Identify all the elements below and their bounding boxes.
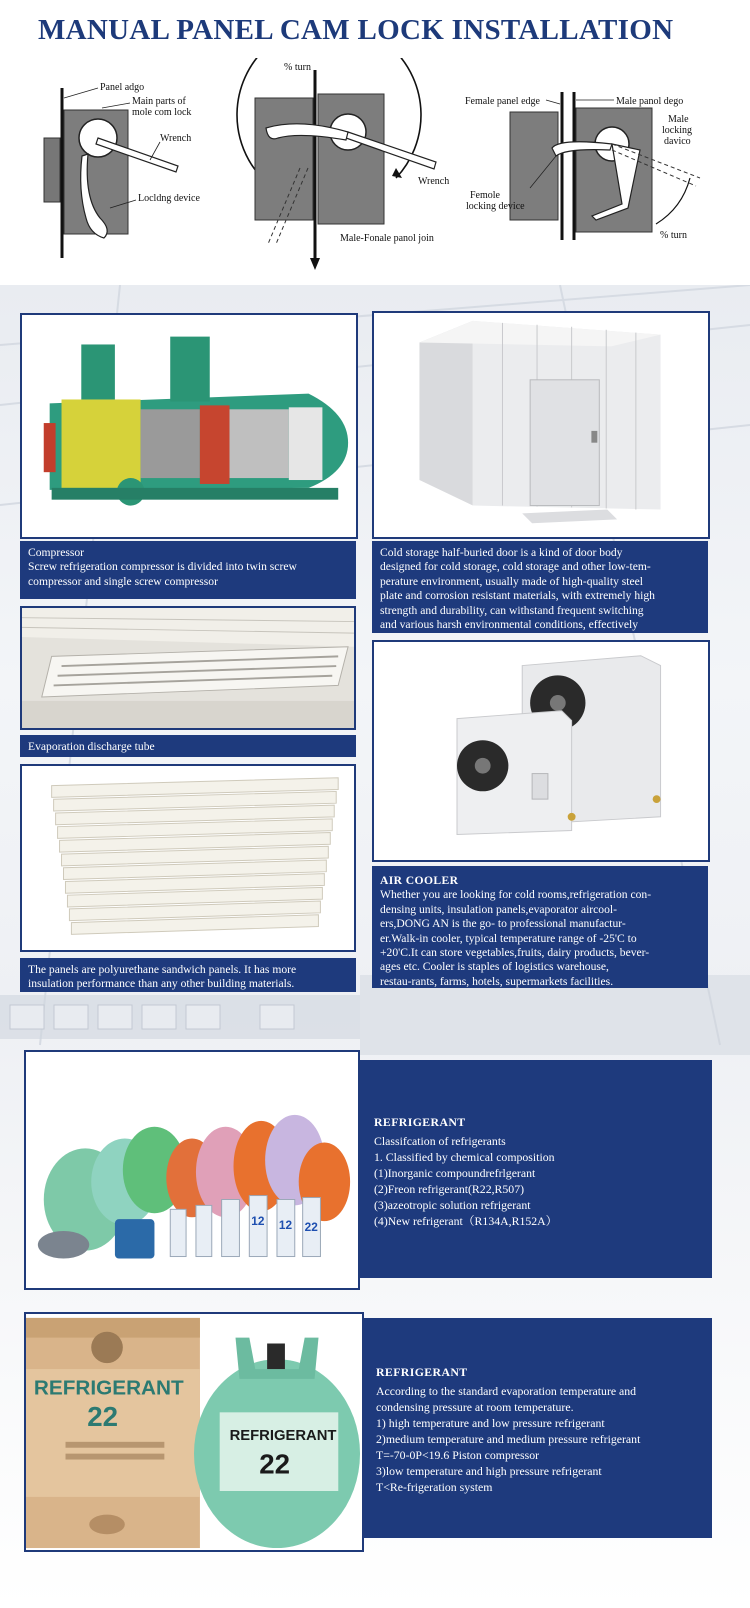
r22-photo xyxy=(24,1312,364,1552)
air-cooler-line-2: densing units, insulation panels,evaporator aircool- xyxy=(380,902,617,916)
evaporation-caption xyxy=(20,735,356,757)
cold-storage-line-4: plate and corrosion resistant materials, with extremely high xyxy=(380,589,655,603)
panels-caption xyxy=(20,958,356,992)
sandwich-panels-illustration xyxy=(22,766,354,950)
diagram-figure-1 xyxy=(44,82,200,258)
label-main-parts-1: Main parts of xyxy=(132,96,186,107)
compressor-title: Compressor xyxy=(28,546,85,559)
refrigerant-1-line-6: (4)New refrigerant（R134A,R152A） xyxy=(374,1214,558,1228)
air-cooler-line-7: restau-rants, farms, hotels, supermarkets facilities. xyxy=(380,974,614,988)
refrigerant-2-line-4: 2)medium temperature and medium pressure refrigerant xyxy=(376,1432,641,1446)
cold-storage-line-1: Cold storage half-buried door is a kind of door body xyxy=(380,546,623,559)
refrigerant-cylinders-illustration xyxy=(26,1052,358,1288)
page-title: MANUAL PANEL CAM LOCK INSTALLATION xyxy=(38,14,674,46)
cold-storage-line-3: perature environment, usually made of high-quality steel xyxy=(380,574,644,588)
label-female-locking-2: locking device xyxy=(466,201,525,212)
label-female-panel-edge: Female panel edge xyxy=(465,96,540,107)
label-female-locking-1: Femole xyxy=(470,190,500,201)
cylinder-refrigerant-word: REFRIGERANT xyxy=(229,1427,337,1444)
box-refrigerant-word: REFRIGERANT xyxy=(33,1376,184,1400)
refrigerant-2-line-1: According to the standard evaporation temperature and xyxy=(376,1384,637,1398)
refrigerant-1-title: REFRIGERANT xyxy=(374,1115,466,1129)
refrigerant-2-line-7: T<Re-frigeration system xyxy=(376,1480,493,1494)
cold-storage-photo xyxy=(372,311,710,539)
compressor-illustration xyxy=(22,315,356,537)
panels-line-1: The panels are polyurethane sandwich panels. It has more xyxy=(28,963,297,976)
refrigerant-2-line-6: 3)low temperature and high pressure refrigerant xyxy=(376,1464,602,1478)
cold-storage-line-5: strength and durability, can withstand frequent switching xyxy=(380,603,644,617)
can-label-12a: 12 xyxy=(251,1214,265,1229)
evaporation-line-1: Evaporation discharge tube xyxy=(28,740,155,753)
compressor-line-1: Screw refrigeration compressor is divided into twin screw xyxy=(28,560,297,574)
evaporator-tubes-illustration xyxy=(22,608,354,728)
refrigerant-2-line-2: condensing pressure at room temperature. xyxy=(376,1400,574,1414)
label-main-parts-2: mole com lock xyxy=(132,107,192,118)
refrigerant-2-title: REFRIGERANT xyxy=(376,1365,468,1379)
cold-room-illustration xyxy=(374,313,708,537)
air-cooler-line-3: ers,DONG AN is the go- to professional manufactur- xyxy=(380,917,626,931)
refrigerant-2-line-5: T=-70-0P<19.6 Piston compressor xyxy=(376,1448,540,1462)
panels-photo xyxy=(20,764,356,952)
label-male-locking-1: Male xyxy=(668,114,689,125)
label-panel-edge: Panel adgo xyxy=(100,82,145,93)
diagram-figure-2 xyxy=(237,58,449,270)
compressor-caption xyxy=(20,541,356,599)
air-cooler-line-1: Whether you are looking for cold rooms,refrigeration con- xyxy=(380,888,652,902)
label-male-locking-3: davico xyxy=(664,136,691,147)
refrigerant-classification-panel xyxy=(360,1060,712,1278)
box-refrigerant-number: 22 xyxy=(87,1401,119,1433)
air-cooler-line-4: er.Walk-in cooler, typical temperature range of -25'C to xyxy=(380,931,637,945)
cold-storage-line-6: and various harsh environmental conditions, effectively xyxy=(380,618,638,632)
compressor-line-2: compressor and single screw compressor xyxy=(28,574,218,588)
condensing-unit-illustration xyxy=(374,642,708,860)
cam-lock-diagram xyxy=(0,58,750,283)
refrigerant-1-line-5: (3)azeotropic solution refrigerant xyxy=(374,1198,531,1212)
air-cooler-line-5: +20'C.It can store vegetables,fruits, dairy products, bever- xyxy=(380,946,650,960)
r22-box-and-cylinder-illustration xyxy=(26,1314,362,1550)
cam-lock-section xyxy=(0,0,750,285)
label-male-panel-edge: Male panol dego xyxy=(616,96,684,107)
label-quarter-turn-3: % turn xyxy=(660,230,687,241)
diagram-figure-3 xyxy=(465,92,700,241)
refrigerant-1-line-3: (1)Inorganic compoundrefrlgerant xyxy=(374,1166,536,1180)
air-cooler-title: AIR COOLER xyxy=(380,874,459,887)
cold-storage-caption xyxy=(372,541,708,633)
refrigerant-2-line-3: 1) high temperature and low pressure refrigerant xyxy=(376,1416,605,1430)
refrigerant-1-line-2: 1. Classified by chemical composition xyxy=(374,1150,555,1164)
refrigerant-cylinders-photo xyxy=(24,1050,360,1290)
label-quarter-turn-2: % turn xyxy=(284,62,311,73)
label-male-locking-2: locking xyxy=(662,125,692,136)
label-male-female-joint: Male-Fonale panol join xyxy=(340,233,434,244)
compressor-photo xyxy=(20,313,358,539)
label-wrench-1: Wrench xyxy=(160,133,192,144)
can-label-12b: 12 xyxy=(278,1218,293,1232)
label-wrench-2: Wrench xyxy=(418,176,450,187)
refrigerant-1-line-1: Classifcation of refrigerants xyxy=(374,1134,506,1148)
air-cooler-photo xyxy=(372,640,710,862)
air-cooler-caption xyxy=(372,866,708,988)
refrigerant-1-line-4: (2)Freon refrigerant(R22,R507) xyxy=(374,1182,525,1196)
evaporation-photo xyxy=(20,606,356,730)
air-cooler-line-6: ages etc. Cooler is staples of logistics warehouse, xyxy=(380,960,609,974)
refrigerant-temperature-panel xyxy=(362,1318,712,1538)
can-label-22: 22 xyxy=(304,1219,318,1234)
cylinder-refrigerant-number: 22 xyxy=(259,1448,291,1480)
panels-line-2: insulation performance than any other building materials. xyxy=(28,977,295,991)
label-locking-device-1: Locldng device xyxy=(138,193,200,204)
cold-storage-line-2: designed for cold storage, cold storage and other low-tem- xyxy=(380,560,651,574)
